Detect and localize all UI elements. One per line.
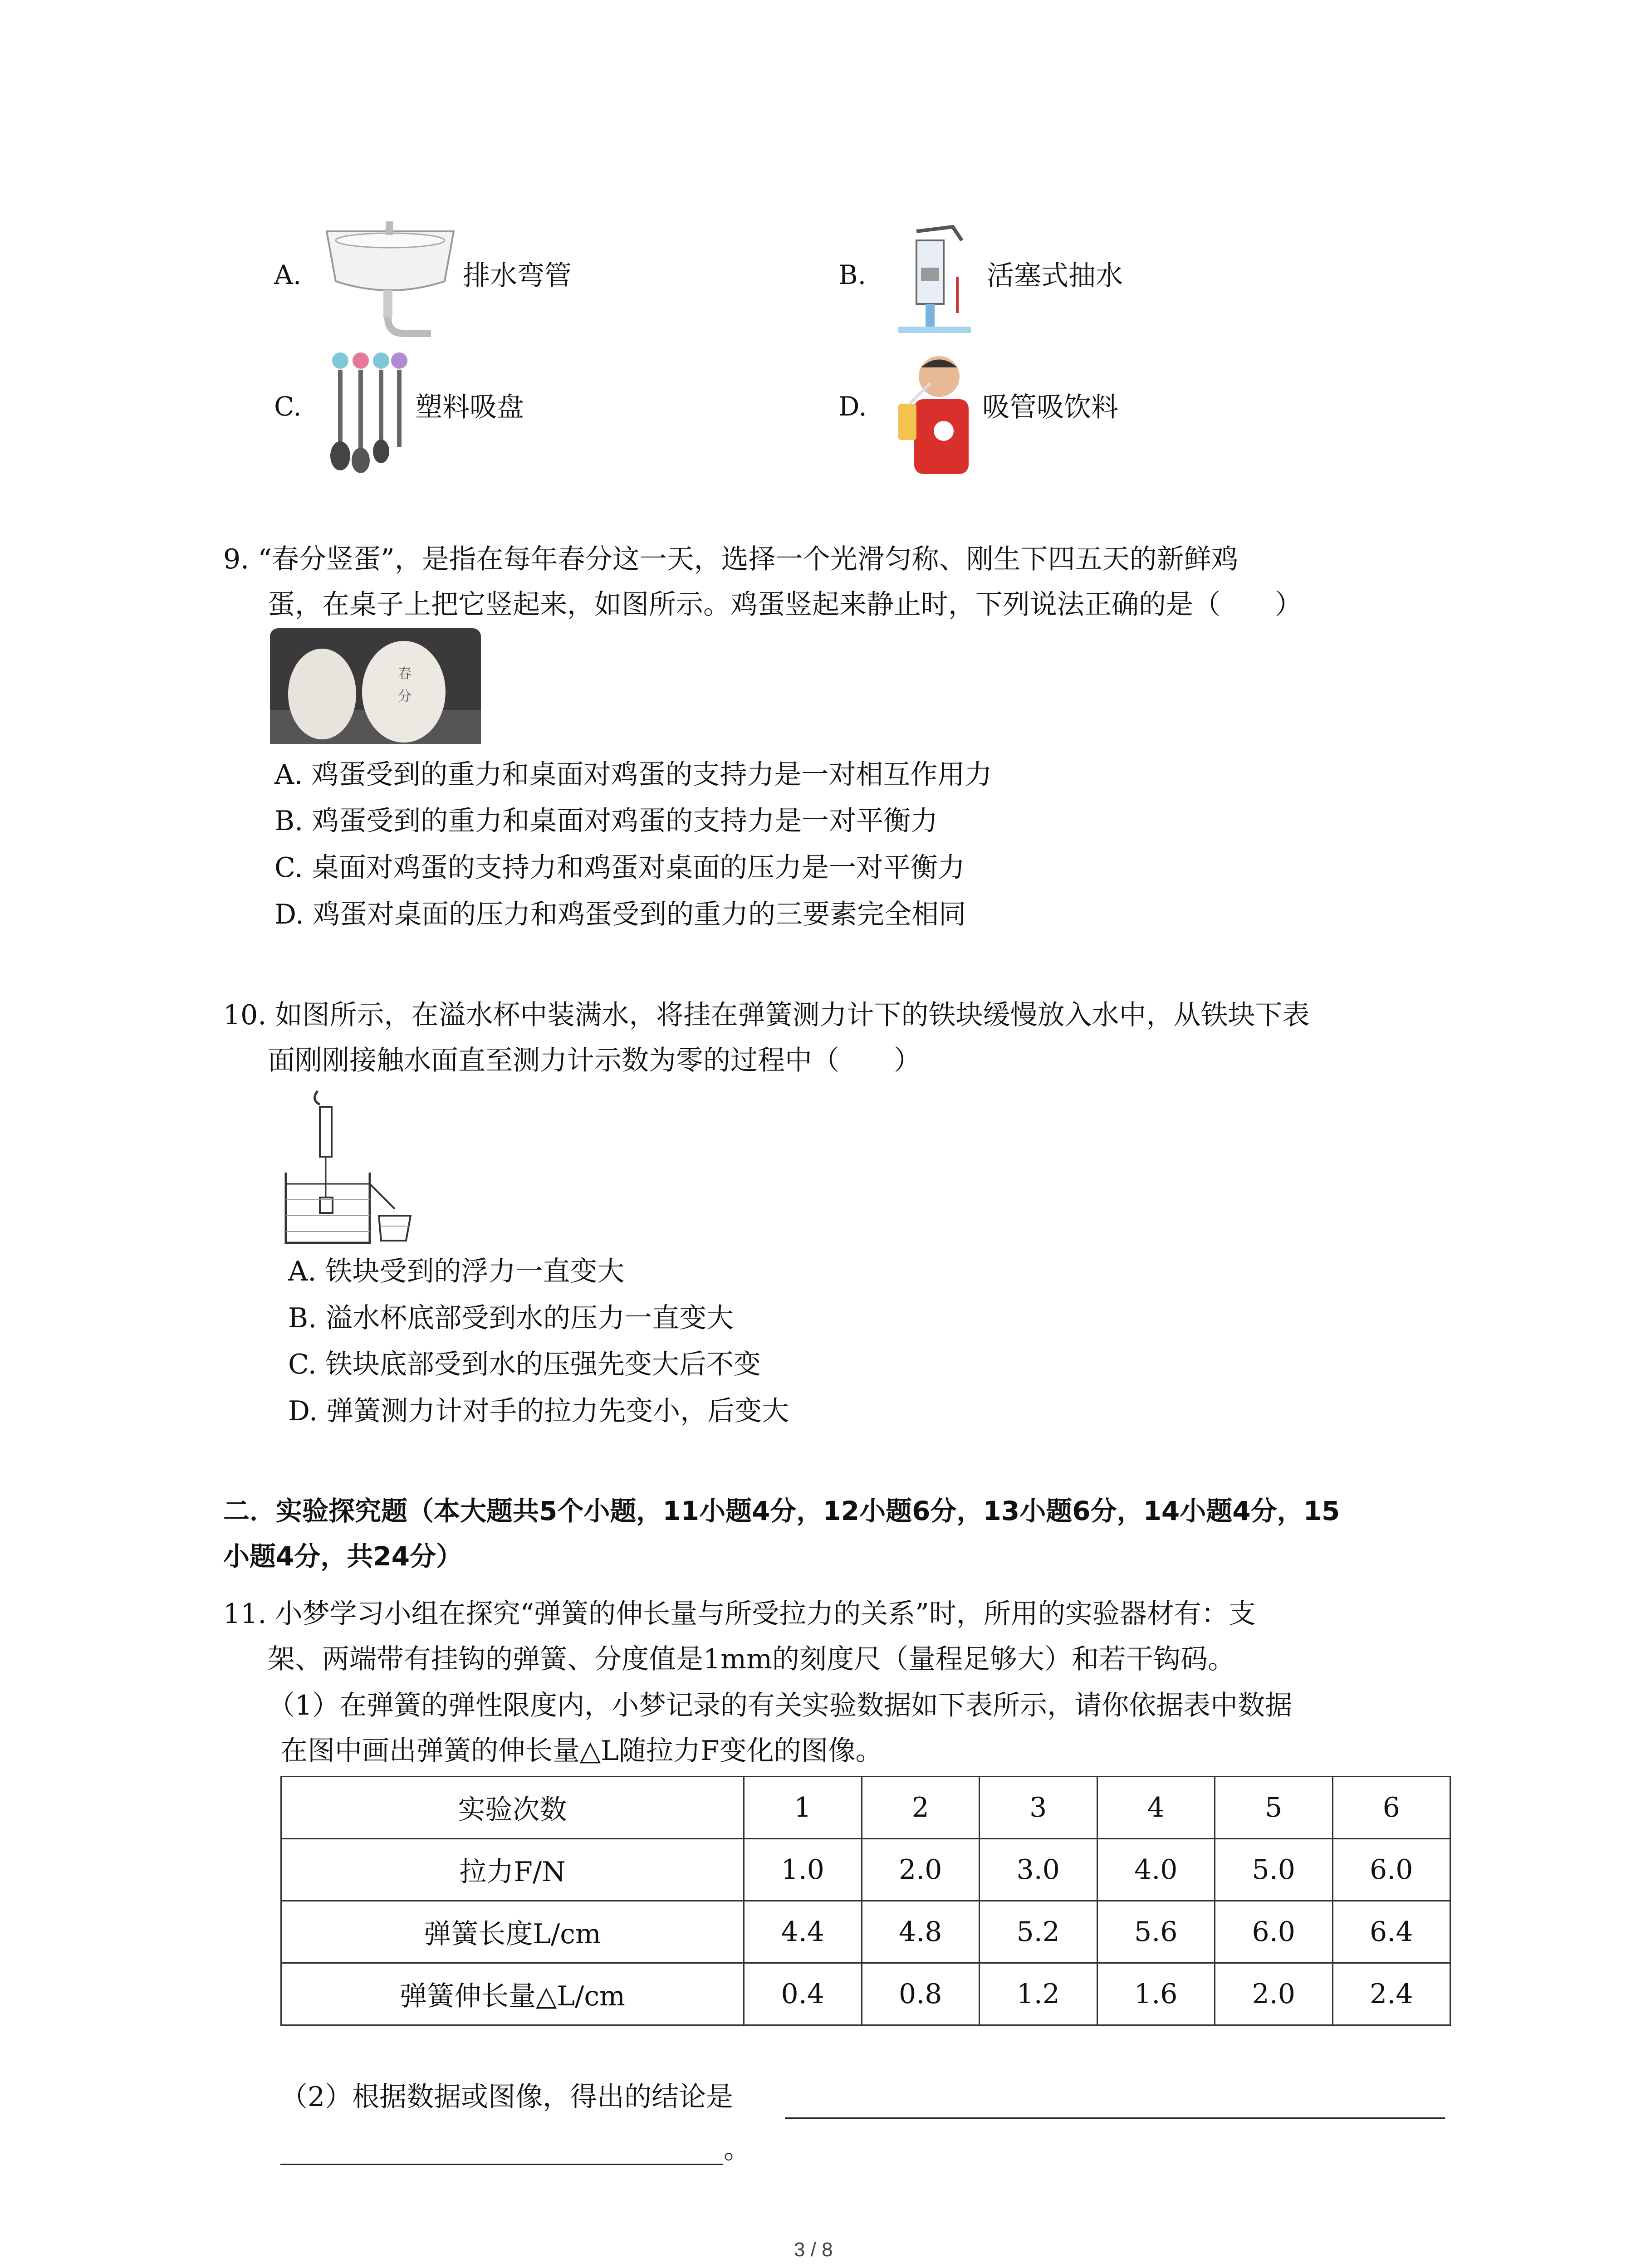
table-cell: 6.0: [1215, 1901, 1333, 1963]
boy-drinking-straw-image: [889, 349, 975, 476]
table-header-cell: 拉力F/N: [281, 1839, 744, 1901]
q10-option-a: A. 铁块受到的浮力一直变大: [288, 1256, 625, 1287]
q10-stem-line1: 10. 如图所示，在溢水杯中装满水，将挂在弹簧测力计下的铁块缓慢放入水中，从铁块下表: [223, 999, 1310, 1031]
table-cell: 6: [1332, 1777, 1450, 1839]
q9-option-a: A. 鸡蛋受到的重力和桌面对鸡蛋的支持力是一对相互作用力: [274, 759, 992, 791]
q11-part1-line2: 在图中画出弹簧的伸长量△L随拉力F变化的图像。: [280, 1735, 883, 1767]
table-cell: 5: [1215, 1777, 1333, 1839]
q8-option-b-label: 活塞式抽水: [987, 260, 1123, 292]
table-cell: 5.2: [980, 1901, 1097, 1963]
q11-part2-prompt: （2）根据数据或图像，得出的结论是: [280, 2081, 734, 2113]
svg-text:分: 分: [398, 689, 411, 704]
section2-title-line2: 小题4分，共24分）: [223, 1541, 463, 1572]
q8-option-c-letter: C.: [274, 391, 302, 422]
q8-option-b-letter: B.: [838, 259, 867, 290]
table-cell: 2.0: [1215, 1963, 1333, 2025]
q9-stem-line2: 蛋，在桌子上把它竖起来，如图所示。鸡蛋竖起来静止时，下列说法正确的是（ ）: [268, 589, 1302, 621]
q9-option-b: B. 鸡蛋受到的重力和桌面对鸡蛋的支持力是一对平衡力: [274, 805, 938, 837]
q8-option-a-label: 排水弯管: [463, 260, 572, 292]
overflow-cup-spring-scale-image: [284, 1086, 415, 1250]
section2-title-line1: 二．实验探究题（本大题共5个小题，11小题4分，12小题6分，13小题6分，14小题4分，15: [223, 1496, 1340, 1526]
table-cell: 4.4: [744, 1901, 862, 1963]
table-row: [281, 1839, 1450, 1901]
table-cell: 2.0: [862, 1839, 980, 1901]
table-cell: 5.0: [1215, 1839, 1333, 1901]
q11-stem-line2: 架、两端带有挂钩的弹簧、分度值是1mm的刻度尺（量程足够大）和若干钩码。: [268, 1643, 1235, 1675]
table-cell: 2.4: [1332, 1963, 1450, 2025]
table-cell: 3.0: [980, 1839, 1097, 1901]
q9-option-d: D. 鸡蛋对桌面的压力和鸡蛋受到的重力的三要素完全相同: [274, 899, 966, 930]
page-number: 3 / 8: [794, 2239, 833, 2261]
table-cell: 4: [1097, 1777, 1215, 1839]
table-cell: 5.6: [1097, 1901, 1215, 1963]
table-cell: 1.0: [744, 1839, 862, 1901]
sink-drain-pipe-image: [322, 218, 458, 340]
q10-stem-line2: 面刚刚接触水面直至测力计示数为零的过程中（ ）: [268, 1045, 921, 1076]
table-row: [281, 1777, 1450, 1839]
q11-stem-line1: 11. 小梦学习小组在探究“弹簧的伸长量与所受拉力的关系”时，所用的实验器材有：支: [223, 1598, 1256, 1630]
piston-pump-image: [889, 222, 980, 340]
q10-option-c: C. 铁块底部受到水的压强先变大后不变: [288, 1349, 761, 1380]
table-cell: 3: [980, 1777, 1097, 1839]
table-cell: 6.0: [1332, 1839, 1450, 1901]
q11-answer-blank-line2[interactable]: [280, 2164, 723, 2165]
q10-option-b: B. 溢水杯底部受到水的压力一直变大: [288, 1302, 734, 1334]
q8-option-c-label: 塑料吸盘: [415, 391, 524, 423]
suction-cup-hooks-image: [324, 349, 411, 476]
table-cell: 1: [744, 1777, 862, 1839]
table-row: [281, 1963, 1450, 2025]
q9-option-c: C. 桌面对鸡蛋的支持力和鸡蛋对桌面的压力是一对平衡力: [274, 852, 965, 884]
table-cell: 0.8: [862, 1963, 980, 2025]
table-cell: 0.4: [744, 1963, 862, 2025]
q11-answer-blank-line1[interactable]: [785, 2117, 1445, 2119]
table-header-cell: 弹簧伸长量△L/cm: [281, 1963, 744, 2025]
q8-option-a-letter: A.: [274, 259, 302, 290]
table-cell: 4.0: [1097, 1839, 1215, 1901]
q8-option-d-letter: D.: [838, 391, 867, 422]
standing-eggs-image: [270, 628, 481, 744]
svg-text:春: 春: [398, 666, 411, 682]
table-cell: 4.8: [862, 1901, 980, 1963]
table-header-cell: 实验次数: [281, 1777, 744, 1839]
table-row: [281, 1901, 1450, 1963]
q11-end-mark: 。: [724, 2133, 751, 2165]
q8-option-d-label: 吸管吸饮料: [982, 391, 1118, 423]
table-cell: 6.4: [1332, 1901, 1450, 1963]
q10-option-d: D. 弹簧测力计对手的拉力先变小，后变大: [288, 1395, 789, 1427]
table-header-cell: 弹簧长度L/cm: [281, 1901, 744, 1963]
q9-stem-line1: 9. “春分竖蛋”，是指在每年春分这一天，选择一个光滑匀称、刚生下四五天的新鲜鸡: [223, 543, 1239, 575]
table-cell: 1.2: [980, 1963, 1097, 2025]
q11-data-table: [280, 1776, 1451, 2026]
table-cell: 2: [862, 1777, 980, 1839]
q11-part1-line1: （1）在弹簧的弹性限度内，小梦记录的有关实验数据如下表所示，请你依据表中数据: [268, 1690, 1293, 1721]
table-cell: 1.6: [1097, 1963, 1215, 2025]
